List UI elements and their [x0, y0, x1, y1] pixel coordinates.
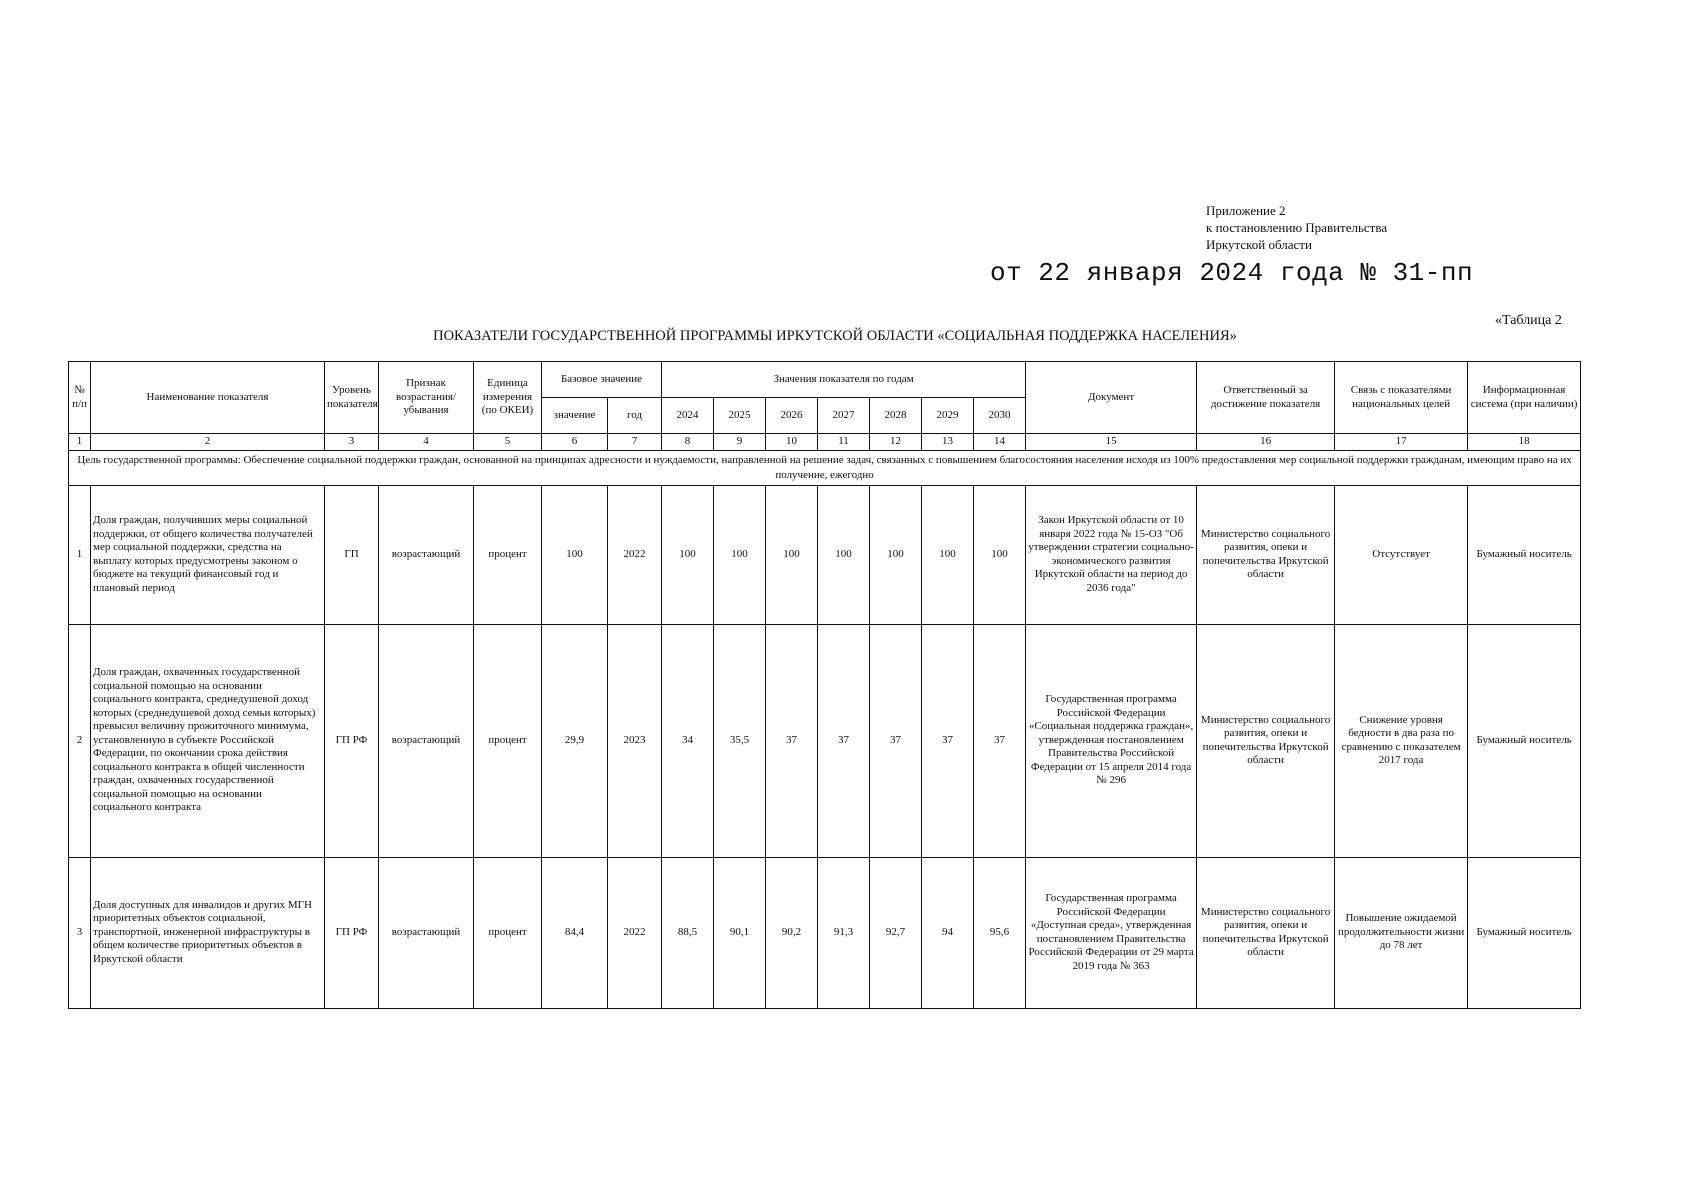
year-value: 90,1 — [714, 857, 766, 1008]
header-base-value: значение — [542, 398, 608, 434]
header-year: 2025 — [714, 398, 766, 434]
header-year: 2029 — [922, 398, 974, 434]
indicator-level: ГП РФ — [325, 624, 379, 857]
indicators-table — [68, 361, 1581, 1009]
year-value: 37 — [766, 624, 818, 857]
column-number: 2 — [91, 434, 325, 451]
document-cell: Закон Иркутской области от 10 января 2022 года № 15-ОЗ "Об утверждении стратегии социально-экономического развития Иркутской области на период до 2036 года" — [1026, 485, 1197, 624]
header-num: № п/п — [69, 362, 91, 434]
year-value: 100 — [818, 485, 870, 624]
year-value: 90,2 — [766, 857, 818, 1008]
header-years-group: Значения показателя по годам — [662, 362, 1026, 398]
indicator-level: ГП — [325, 485, 379, 624]
base-year: 2023 — [608, 624, 662, 857]
header-base-year: год — [608, 398, 662, 434]
document-cell: Государственная программа Российской Федерации «Доступная среда», утвержденная постановлением Правительства Российской Федерации от 29 марта 2019 года № 363 — [1026, 857, 1197, 1008]
year-value: 100 — [974, 485, 1026, 624]
column-number: 3 — [325, 434, 379, 451]
indicator-name: Доля доступных для инвалидов и других МГН приоритетных объектов социальной, транспортной, инженерной инфраструктуры в общем количестве приоритетных объектов в Иркутской области — [91, 857, 325, 1008]
year-value: 91,3 — [818, 857, 870, 1008]
column-number: 16 — [1197, 434, 1335, 451]
indicator-unit: процент — [474, 624, 542, 857]
year-value: 100 — [870, 485, 922, 624]
header-name: Наименование показателя — [91, 362, 325, 434]
year-value: 92,7 — [870, 857, 922, 1008]
indicator-unit: процент — [474, 485, 542, 624]
base-year: 2022 — [608, 485, 662, 624]
column-number: 7 — [608, 434, 662, 451]
indicator-level: ГП РФ — [325, 857, 379, 1008]
header-responsible: Ответственный за достижение показателя — [1197, 362, 1335, 434]
header-level: Уровень показателя — [325, 362, 379, 434]
column-number: 12 — [870, 434, 922, 451]
year-value: 37 — [818, 624, 870, 857]
info-system-cell: Бумажный носитель — [1468, 485, 1581, 624]
base-value: 29,9 — [542, 624, 608, 857]
row-num: 2 — [69, 624, 91, 857]
column-number: 6 — [542, 434, 608, 451]
column-number: 10 — [766, 434, 818, 451]
year-value: 100 — [714, 485, 766, 624]
table-row — [69, 857, 1581, 1008]
column-number: 11 — [818, 434, 870, 451]
header-year: 2027 — [818, 398, 870, 434]
year-value: 94 — [922, 857, 974, 1008]
column-number: 1 — [69, 434, 91, 451]
appendix-line-1: Приложение 2 — [1206, 203, 1286, 218]
row-num: 1 — [69, 485, 91, 624]
appendix-line-3: Иркутской области — [1206, 237, 1312, 252]
column-number: 4 — [379, 434, 474, 451]
program-goal: Цель государственной программы: Обеспечение социальной поддержки граждан, основанной на принципах адресности и нуждаемости, направленной на решение задач, связанных с повышением благосостояния населения исходя из 100% предоставления мер социальной поддержки гражданам, имеющим право на их получение, ежегодно — [69, 450, 1581, 485]
appendix-block — [1206, 202, 1387, 253]
indicator-trend: возрастающий — [379, 624, 474, 857]
column-number: 17 — [1335, 434, 1468, 451]
year-value: 100 — [922, 485, 974, 624]
decree-date-number: от 22 января 2024 года № 31-пп — [990, 258, 1474, 288]
table-row — [69, 624, 1581, 857]
indicator-name: Доля граждан, получивших меры социальной поддержки, от общего количества получателей мер социальной поддержки, средства на выплату которых предусмотрены законом о бюджете на текущий финансовый год и плановый период — [91, 485, 325, 624]
header-unit: Единица измерения (по ОКЕИ) — [474, 362, 542, 434]
header-link: Связь с показателями национальных целей — [1335, 362, 1468, 434]
indicator-trend: возрастающий — [379, 857, 474, 1008]
column-number: 9 — [714, 434, 766, 451]
national-goal-link: Отсутствует — [1335, 485, 1468, 624]
appendix-line-2: к постановлению Правительства — [1206, 220, 1388, 235]
document-cell: Государственная программа Российской Федерации «Социальная поддержка граждан», утвержденная постановлением Правительства Российской Федерации от 15 апреля 2014 года № 296 — [1026, 624, 1197, 857]
responsible-cell: Министерство социального развития, опеки и попечительства Иркутской области — [1197, 485, 1335, 624]
table-row — [69, 485, 1581, 624]
year-value: 37 — [870, 624, 922, 857]
responsible-cell: Министерство социального развития, опеки и попечительства Иркутской области — [1197, 857, 1335, 1008]
column-number: 5 — [474, 434, 542, 451]
header-base: Базовое значение — [542, 362, 662, 398]
year-value: 34 — [662, 624, 714, 857]
header-year: 2024 — [662, 398, 714, 434]
year-value: 95,6 — [974, 857, 1026, 1008]
info-system-cell: Бумажный носитель — [1468, 624, 1581, 857]
table-label: «Таблица 2 — [1495, 313, 1562, 328]
year-value: 37 — [922, 624, 974, 857]
year-value: 100 — [766, 485, 818, 624]
header-document: Документ — [1026, 362, 1197, 434]
header-trend: Признак возрастания/убывания — [379, 362, 474, 434]
info-system-cell: Бумажный носитель — [1468, 857, 1581, 1008]
indicator-name: Доля граждан, охваченных государственной социальной помощью на основании социального контракта, среднедушевой доход которых (среднедушевой доход семьи которых) превысил величину прожиточного минимума, установленную в субъекте Российской Федерации, по окончании срока действия социального контракта в общей численности граждан, охваченных государственной социальной помощью на основании социального контракта — [91, 624, 325, 857]
header-year: 2026 — [766, 398, 818, 434]
national-goal-link: Снижение уровня бедности в два раза по сравнению с показателем 2017 года — [1335, 624, 1468, 857]
base-value: 100 — [542, 485, 608, 624]
indicator-trend: возрастающий — [379, 485, 474, 624]
header-info-system: Информационная система (при наличии) — [1468, 362, 1581, 434]
base-value: 84,4 — [542, 857, 608, 1008]
header-year: 2028 — [870, 398, 922, 434]
responsible-cell: Министерство социального развития, опеки и попечительства Иркутской области — [1197, 624, 1335, 857]
column-number: 14 — [974, 434, 1026, 451]
indicator-unit: процент — [474, 857, 542, 1008]
year-value: 88,5 — [662, 857, 714, 1008]
base-year: 2022 — [608, 857, 662, 1008]
year-value: 100 — [662, 485, 714, 624]
row-num: 3 — [69, 857, 91, 1008]
column-number: 15 — [1026, 434, 1197, 451]
year-value: 35,5 — [714, 624, 766, 857]
header-year: 2030 — [974, 398, 1026, 434]
national-goal-link: Повышение ожидаемой продолжительности жизни до 78 лет — [1335, 857, 1468, 1008]
year-value: 37 — [974, 624, 1026, 857]
column-number: 18 — [1468, 434, 1581, 451]
page-title: ПОКАЗАТЕЛИ ГОСУДАРСТВЕННОЙ ПРОГРАММЫ ИРКУТСКОЙ ОБЛАСТИ «СОЦИАЛЬНАЯ ПОДДЕРЖКА НАСЕЛЕНИЯ» — [433, 328, 1237, 344]
column-number: 8 — [662, 434, 714, 451]
column-number: 13 — [922, 434, 974, 451]
